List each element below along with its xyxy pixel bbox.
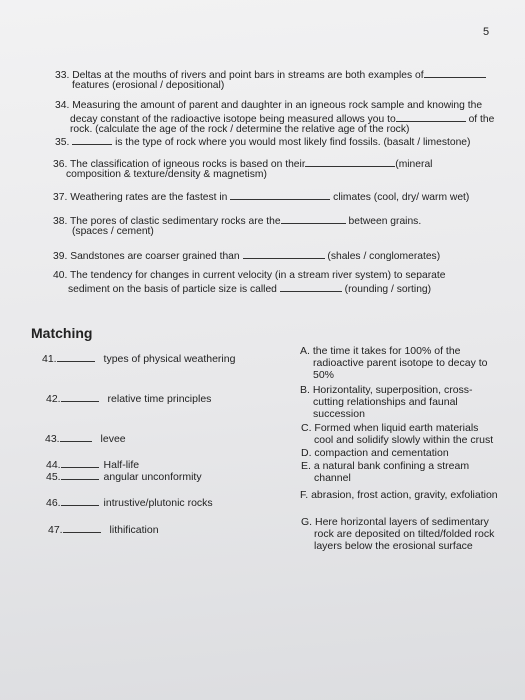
question-33-options: features (erosional / depositional) bbox=[72, 80, 225, 91]
answer-g bbox=[301, 516, 494, 552]
answer-blank[interactable] bbox=[243, 249, 325, 259]
question-text: between grains. bbox=[348, 216, 422, 227]
question-text: The tendency for changes in current velocity (in a stream river system) to separate bbox=[70, 270, 446, 281]
question-text: The pores of clastic sedimentary rocks are the bbox=[70, 216, 281, 227]
question-text: Weathering rates are the fastest in bbox=[70, 192, 228, 203]
question-number: 35. bbox=[55, 137, 70, 148]
answer-text: radioactive parent isotope to decay to bbox=[313, 357, 488, 369]
question-number: 37. bbox=[53, 192, 68, 203]
matching-item-47 bbox=[48, 523, 159, 536]
item-number: 47. bbox=[48, 524, 63, 536]
answer-blank[interactable] bbox=[280, 282, 342, 292]
answer-blank[interactable] bbox=[424, 68, 486, 78]
matching-item-41 bbox=[42, 352, 235, 365]
matching-item-43 bbox=[45, 432, 126, 445]
question-text: (mineral bbox=[395, 159, 433, 170]
question-text: sediment on the basis of particle size is called bbox=[68, 284, 277, 295]
answer-blank[interactable] bbox=[61, 496, 99, 506]
answer-text: E. a natural bank confining a stream bbox=[301, 460, 470, 472]
item-term: levee bbox=[100, 433, 126, 445]
item-number: 43. bbox=[45, 433, 60, 445]
item-term: angular unconformity bbox=[103, 471, 202, 483]
item-number: 41. bbox=[42, 353, 57, 365]
question-text: (shales / conglomerates) bbox=[327, 251, 441, 262]
answer-blank[interactable] bbox=[61, 470, 99, 480]
answer-text: succession bbox=[313, 408, 365, 420]
answer-text: C. Formed when liquid earth materials bbox=[301, 422, 479, 434]
question-36-options: composition & texture/density & magnetism) bbox=[66, 169, 267, 180]
answer-blank[interactable] bbox=[230, 190, 330, 200]
answer-text: layers below the erosional surface bbox=[314, 540, 473, 552]
page-number: 5 bbox=[483, 26, 490, 38]
matching-item-45 bbox=[46, 470, 202, 483]
answer-text: 50% bbox=[313, 369, 335, 381]
answer-blank[interactable] bbox=[63, 523, 101, 533]
answer-b bbox=[300, 384, 473, 420]
answer-blank[interactable] bbox=[305, 157, 395, 167]
answer-text: D. compaction and cementation bbox=[301, 447, 449, 459]
item-number: 45. bbox=[46, 471, 61, 483]
question-39 bbox=[53, 249, 440, 263]
question-text: climates (cool, dry/ warm wet) bbox=[333, 192, 470, 203]
answer-text: cool and solidify slowly within the crust bbox=[314, 434, 494, 446]
question-34-line3: rock. (calculate the age of the rock / determine the relative age of the rock) bbox=[70, 124, 410, 135]
matching-heading: Matching bbox=[31, 325, 93, 341]
answer-blank[interactable] bbox=[61, 458, 99, 468]
item-number: 46. bbox=[46, 497, 61, 509]
question-number: 36. bbox=[53, 159, 68, 170]
answer-text: F. abrasion, frost action, gravity, exfoliation bbox=[300, 489, 498, 501]
item-term: types of physical weathering bbox=[103, 353, 236, 365]
item-term: lithification bbox=[109, 524, 159, 536]
item-number: 42. bbox=[46, 393, 61, 405]
question-text: Deltas at the mouths of rivers and point bars in streams are both examples of bbox=[72, 70, 424, 81]
answer-blank[interactable] bbox=[396, 112, 466, 122]
question-text: decay constant of the radioactive isotope being measured allows you to bbox=[70, 114, 396, 125]
answer-blank[interactable] bbox=[60, 432, 92, 442]
item-term: intrustive/plutonic rocks bbox=[103, 497, 213, 509]
matching-item-46 bbox=[46, 496, 213, 509]
question-34 bbox=[55, 100, 482, 112]
question-text: is the type of rock where you would most likely find fossils. (basalt / limestone) bbox=[115, 137, 471, 148]
question-text: Sandstones are coarser grained than bbox=[70, 251, 240, 262]
answer-blank[interactable] bbox=[57, 352, 95, 362]
question-number: 40. bbox=[53, 270, 68, 281]
answer-f bbox=[300, 489, 498, 501]
answer-text: A. the time it takes for 100% of the bbox=[300, 345, 461, 357]
question-number: 39. bbox=[53, 251, 68, 262]
question-text: (rounding / sorting) bbox=[344, 284, 432, 295]
item-number: 44. bbox=[46, 459, 61, 471]
answer-text: channel bbox=[314, 472, 351, 484]
answer-blank[interactable] bbox=[72, 135, 112, 145]
answer-d bbox=[301, 447, 449, 459]
question-38-options: (spaces / cement) bbox=[72, 226, 154, 237]
answer-text: rock are deposited on tilted/folded rock bbox=[314, 528, 495, 540]
answer-a bbox=[300, 345, 488, 381]
answer-e bbox=[301, 460, 469, 484]
answer-text: G. Here horizontal layers of sedimentary bbox=[301, 516, 489, 528]
answer-text: cutting relationships and faunal bbox=[313, 396, 458, 408]
question-text: Measuring the amount of parent and daughter in an igneous rock sample and knowing the bbox=[72, 100, 483, 111]
question-40 bbox=[53, 270, 445, 282]
answer-text: B. Horizontality, superposition, cross- bbox=[300, 384, 473, 396]
answer-blank[interactable] bbox=[281, 214, 346, 224]
question-37 bbox=[53, 190, 469, 204]
question-text: The classification of igneous rocks is based on their bbox=[70, 159, 306, 170]
question-text: of the bbox=[468, 114, 495, 125]
item-term: Half-life bbox=[103, 459, 140, 471]
question-number: 34. bbox=[55, 100, 70, 111]
question-number: 38. bbox=[53, 216, 68, 227]
answer-c bbox=[301, 422, 493, 446]
question-40-line2 bbox=[68, 282, 431, 296]
item-term: relative time principles bbox=[107, 393, 212, 405]
answer-blank[interactable] bbox=[61, 392, 99, 402]
question-35 bbox=[55, 135, 470, 149]
matching-item-42 bbox=[46, 392, 211, 405]
question-number: 33. bbox=[55, 70, 70, 81]
